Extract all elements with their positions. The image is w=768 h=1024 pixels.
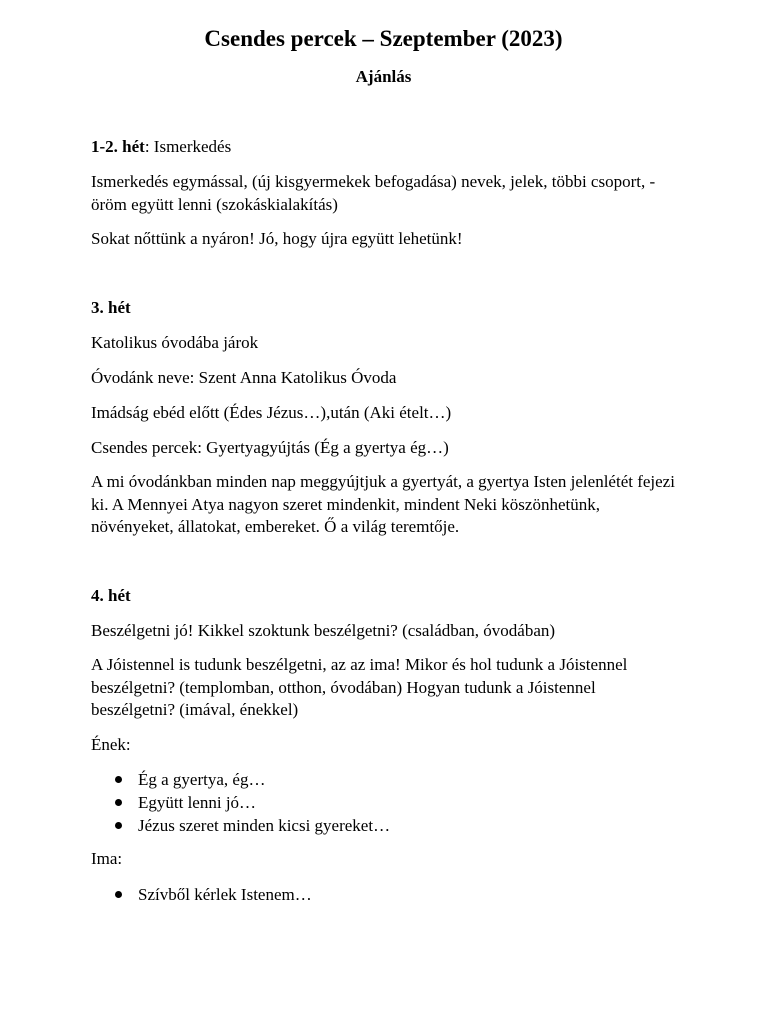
list-item: Ég a gyertya, ég… bbox=[91, 768, 390, 791]
week3-paragraph-4: Csendes percek: Gyertyagyújtás (Ég a gyertya ég…) bbox=[91, 438, 449, 457]
document-subtitle: Ajánlás bbox=[355, 67, 412, 86]
list-item: Szívből kérlek Istenem… bbox=[91, 883, 312, 906]
prayer-label: Ima: bbox=[91, 849, 123, 868]
week12-heading-line bbox=[91, 136, 681, 159]
prayers-list bbox=[91, 883, 312, 906]
week12-paragraph-1: Ismerkedés egymással, (új kisgyermekek befogadása) nevek, jelek, többi csoport, - öröm együtt lenni (szokáskialakítás) bbox=[91, 172, 656, 214]
week3-paragraph-1: Katolikus óvodába járok bbox=[91, 333, 259, 352]
list-item: Jézus szeret minden kicsi gyereket… bbox=[91, 814, 390, 837]
list-item: Együtt lenni jó… bbox=[91, 791, 390, 814]
week3-paragraph-5: A mi óvodánkban minden nap meggyújtjuk a gyertyát, a gyertya Isten jelenlétét fejezi ki. A Mennyei Atya nagyon szeret mindenkit, mindent Neki köszönhetünk, növényeket, állatokat, embereket. Ő a világ teremtője. bbox=[91, 472, 675, 536]
week4-paragraph-2: A Jóistennel is tudunk beszélgetni, az az ima! Mikor és hol tudunk a Jóistennel beszélgetni? (templomban, otthon, óvodában) Hogyan tudunk a Jóistennel beszélgetni? (imával, énekkel) bbox=[91, 655, 628, 719]
week12-heading: 1-2. hét bbox=[91, 137, 145, 156]
week3-paragraph-3: Imádság ebéd előtt (Édes Jézus…),után (Aki ételt…) bbox=[91, 403, 452, 422]
week12-heading-suffix: : Ismerkedés bbox=[144, 137, 232, 156]
week3-heading: 3. hét bbox=[91, 298, 131, 317]
week4-paragraph-1: Beszélgetni jó! Kikkel szoktunk beszélgetni? (családban, óvodában) bbox=[91, 621, 556, 640]
document-title: Csendes percek – Szeptember (2023) bbox=[204, 26, 563, 51]
week4-heading: 4. hét bbox=[91, 586, 131, 605]
songs-list bbox=[91, 768, 390, 837]
week3-paragraph-2: Óvodánk neve: Szent Anna Katolikus Óvoda bbox=[91, 368, 397, 387]
songs-label: Ének: bbox=[91, 735, 131, 754]
week12-paragraph-2: Sokat nőttünk a nyáron! Jó, hogy újra együtt lehetünk! bbox=[91, 229, 463, 248]
